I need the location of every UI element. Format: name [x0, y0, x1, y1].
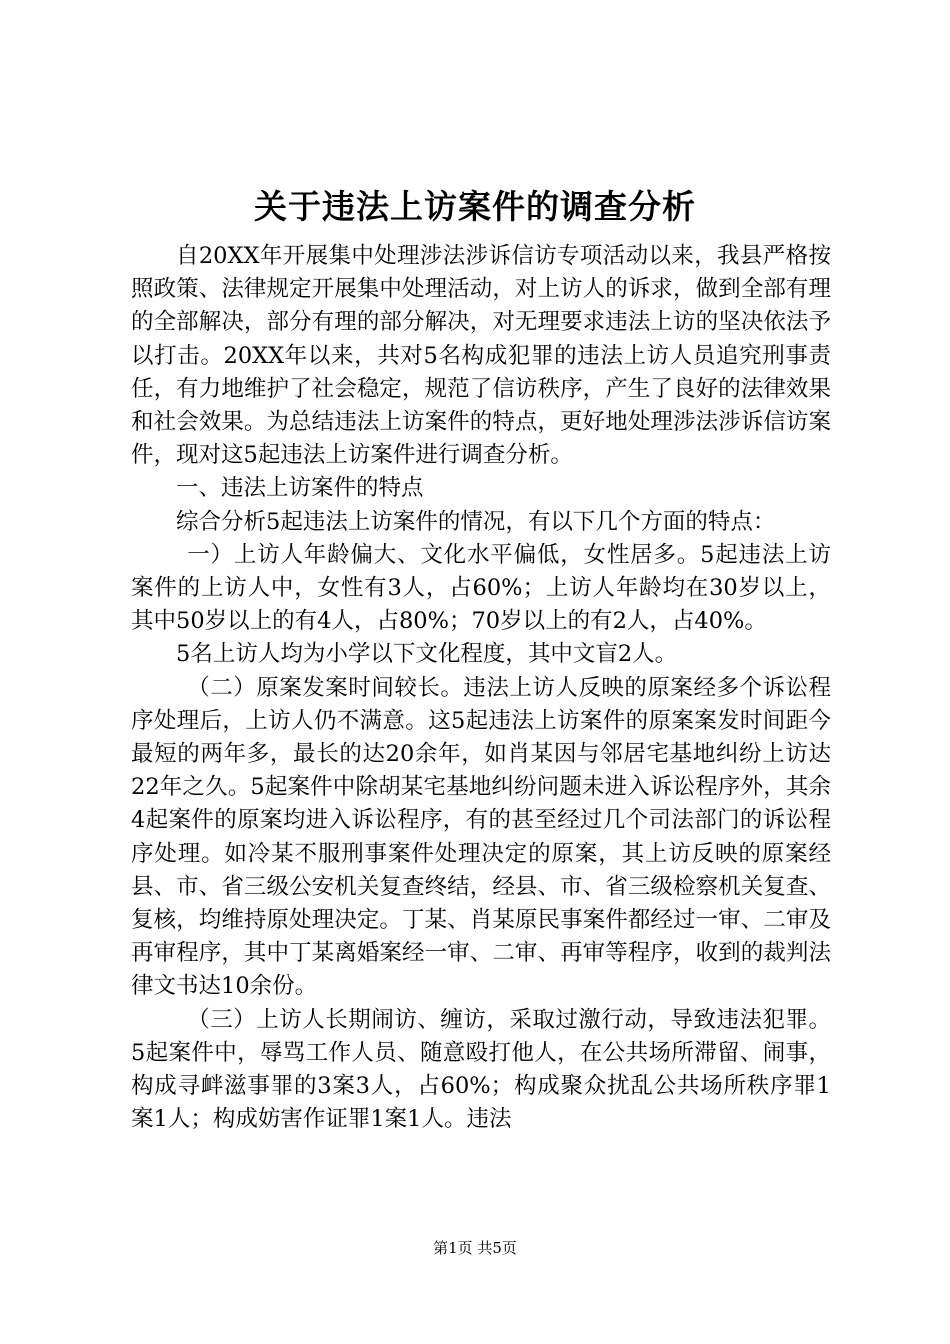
paragraph-point-one: 一）上访人年龄偏大、文化水平偏低，女性居多。5起违法上访案件的上访人中，女性有3人，占60%；上访人年龄均在30岁以上，其中50岁以上的有4人，占80%；70岁以上的有2人，占40%。 — [131, 541, 831, 635]
page-footer: 第1页 共5页 — [433, 1239, 517, 1257]
document-title: 关于违法上访案件的调查分析 — [254, 187, 696, 226]
paragraph-point-three: （三）上访人长期闹访、缠访，采取过激行动，导致违法犯罪。5起案件中，辱骂工作人员、随意殴打他人，在公共场所滞留、闹事，构成寻衅滋事罪的3案3人，占60%；构成聚众扰乱公共场所秩序罪1案1人；构成妨害作证罪1案1人。违法 — [131, 1006, 831, 1133]
section-heading: 一、违法上访案件的特点 — [176, 475, 424, 502]
paragraph-education: 5名上访人均为小学以下文化程度，其中文盲2人。 — [176, 641, 678, 668]
paragraph-summary: 综合分析5起违法上访案件的情况，有以下几个方面的特点： — [176, 508, 776, 535]
paragraph-point-two: （二）原案发案时间较长。违法上访人反映的原案经多个诉讼程序处理后，上访人仍不满意。这5起违法上访案件的原案案发时间距今最短的两年多，最长的达20余年，如肖某因与邻居宅基地纠纷上访达22年之久。5起案件中除胡某宅基地纠纷问题未进入诉讼程序外，其余4起案件的原案均进入诉讼程序，有的甚至经过几个司法部门的诉讼程序处理。如冷某不服刑事案件处理决定的原案，其上访反映的原案经县、市、省三级公安机关复查终结，经县、市、省三级检察机关复查、复核，均维持原处理决定。丁某、肖某原民事案件都经过一审、二审及再审程序，其中丁某离婚案经一审、二审、再审等程序，收到的裁判法律文书达10余份。 — [131, 674, 831, 1000]
paragraph-intro: 自20XX年开展集中处理涉法涉诉信访专项活动以来，我县严格按照政策、法律规定开展集中处理活动，对上访人的诉求，做到全部有理的全部解决，部分有理的部分解决，对无理要求违法上访的坚决依法予以打击。20XX年以来，共对5名构成犯罪的违法上访人员追究刑事责任，有力地维护了社会稳定，规范了信访秩序，产生了良好的法律效果和社会效果。为总结违法上访案件的特点，更好地处理涉法涉诉信访案件，现对这5起违法上访案件进行调查分析。 — [131, 243, 831, 469]
document-body — [131, 240, 831, 1136]
